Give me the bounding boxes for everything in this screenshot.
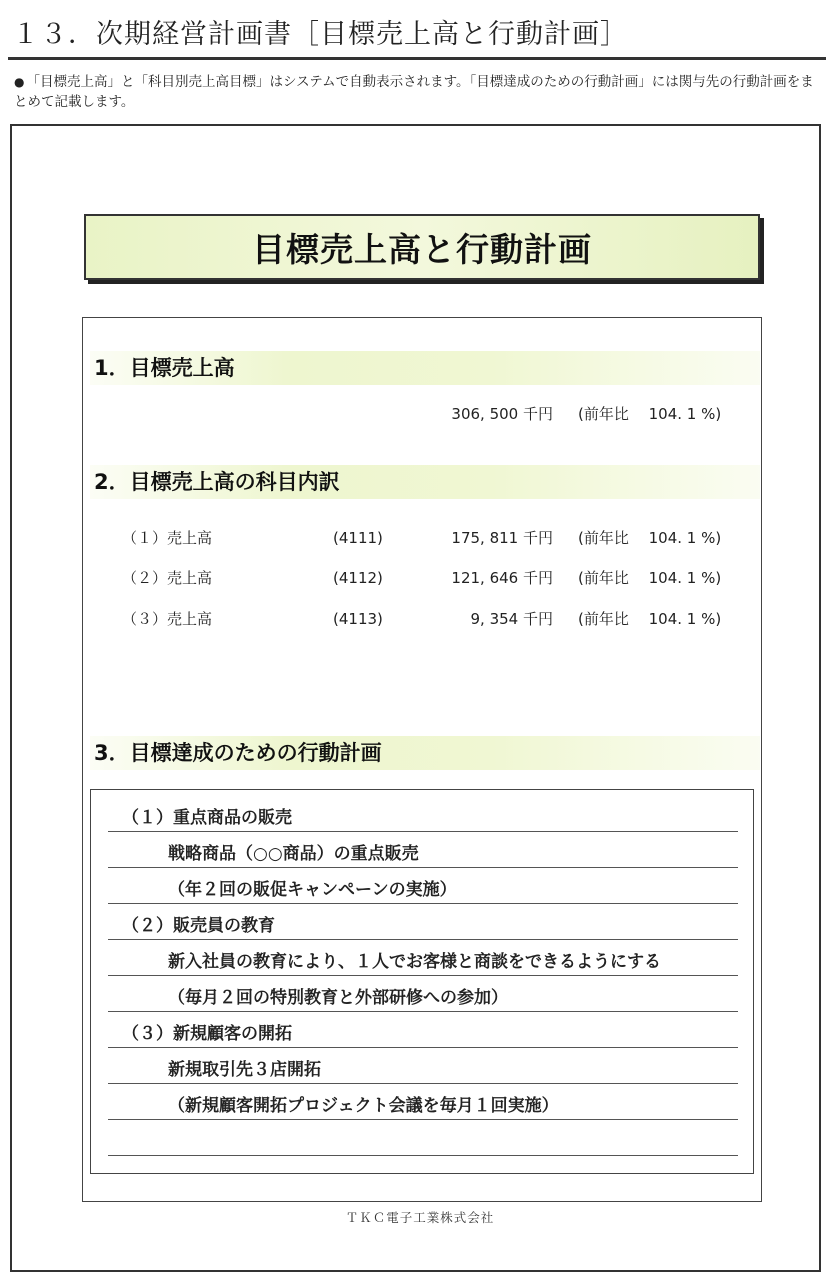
breakdown-row-label: （２）売上高 bbox=[122, 569, 213, 587]
section-heading-sales-breakdown: 2．目標売上高の科目内訳 bbox=[90, 465, 760, 499]
plan-line bbox=[108, 976, 738, 1012]
instruction-text: 「目標売上高」と「科目別売上高目標」はシステムで自動表示されます。「目標達成のための行動計画」には関与先の行動計画をまとめて記載します。 bbox=[14, 74, 814, 110]
document-title: １３．次期経営計画書［目標売上高と行動計画］ bbox=[12, 19, 628, 50]
breakdown-row-amount: 175, 811 千円 bbox=[451, 529, 553, 547]
plan-line-text: （新規顧客開拓プロジェクト会議を毎月１回実施） bbox=[168, 1096, 559, 1116]
plan-line bbox=[108, 1048, 738, 1084]
bullet-icon: ● bbox=[14, 75, 25, 89]
plan-line-text: （３）新規顧客の開拓 bbox=[122, 1024, 292, 1044]
breakdown-row-amount: 121, 646 千円 bbox=[451, 569, 553, 587]
plan-line bbox=[108, 904, 738, 940]
plan-line-text: （１）重点商品の販売 bbox=[122, 808, 292, 828]
plan-line bbox=[108, 868, 738, 904]
plan-line bbox=[108, 796, 738, 832]
plan-line bbox=[108, 1012, 738, 1048]
plan-line bbox=[108, 1120, 738, 1156]
section-heading-action-plan: 3．目標達成のための行動計画 bbox=[90, 736, 760, 770]
breakdown-row-code: (4112) bbox=[333, 569, 383, 587]
plan-line-text: 新規取引先３店開拓 bbox=[168, 1060, 321, 1080]
section-heading-target-sales: 1．目標売上高 bbox=[90, 351, 760, 385]
company-footer: ＴＫＣ電子工業株式会社 bbox=[345, 1210, 495, 1225]
breakdown-row-ratio: (前年比 104. 1 %) bbox=[578, 569, 722, 587]
plan-banner bbox=[84, 214, 760, 280]
breakdown-row-label: （３）売上高 bbox=[122, 610, 213, 628]
plan-line-text: （年２回の販促キャンペーンの実施） bbox=[168, 880, 457, 900]
plan-line-text: （毎月２回の特別教育と外部研修への参加） bbox=[168, 988, 508, 1008]
breakdown-row-ratio: (前年比 104. 1 %) bbox=[578, 529, 722, 547]
plan-line bbox=[108, 832, 738, 868]
breakdown-row-code: (4113) bbox=[333, 610, 383, 628]
instruction-note bbox=[14, 72, 826, 112]
breakdown-row-label: （１）売上高 bbox=[122, 529, 213, 547]
plan-line bbox=[108, 940, 738, 976]
plan-line-text: 戦略商品（○○商品）の重点販売 bbox=[168, 844, 419, 864]
title-underline bbox=[8, 57, 826, 60]
plan-line bbox=[108, 1084, 738, 1120]
total-target-amount: 306, 500 千円 bbox=[451, 405, 553, 423]
plan-line-text: （２）販売員の教育 bbox=[122, 916, 275, 936]
total-target-ratio: (前年比 104. 1 %) bbox=[578, 405, 722, 423]
breakdown-row-code: (4111) bbox=[333, 529, 383, 547]
breakdown-row-amount: 9, 354 千円 bbox=[470, 610, 553, 628]
banner-title: 目標売上高と行動計画 bbox=[252, 229, 592, 269]
plan-line-text: 新入社員の教育により、１人でお客様と商談をできるようにする bbox=[168, 952, 661, 972]
breakdown-row-ratio: (前年比 104. 1 %) bbox=[578, 610, 722, 628]
